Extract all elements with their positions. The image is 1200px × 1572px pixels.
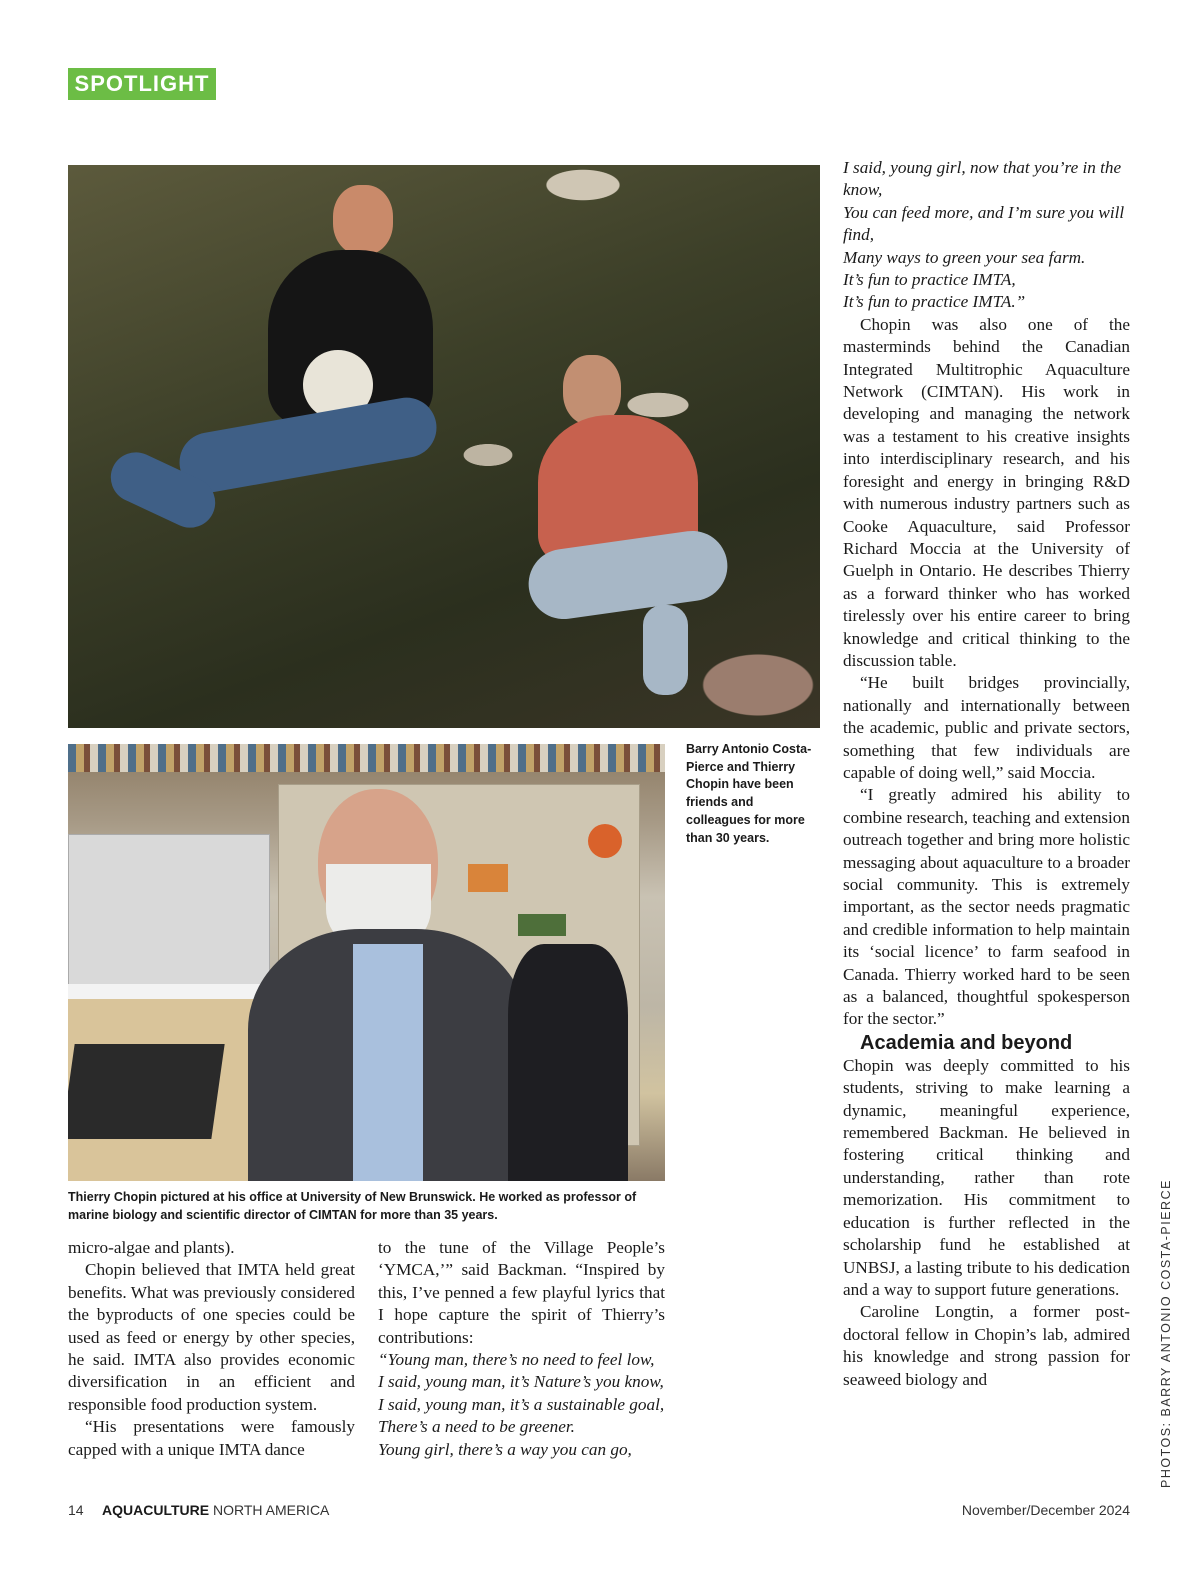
body-paragraph: “I greatly admired his ability to combine research, teaching and extension outreach together and bring more holistic messaging about aquaculture to a broader social community. This is extremely important, as the sector needs pragmatic and credible information to help maintain its ‘social licence’ to farm seafood in Canada. Thierry worked hard to be seen as a balanced, thoughtful spokesperson for the sector.” — [843, 785, 1130, 1029]
lyric-line: I said, young girl, now that you’re in the know, — [843, 158, 1122, 200]
photo2-caption: Thierry Chopin pictured at his office at University of New Brunswick. He worked as professor of marine biology and scientific director of CIMTAN for more than 35 years. — [68, 1190, 637, 1222]
photo-chopin-in-office — [68, 744, 665, 1181]
section-tag: SPOTLIGHT — [68, 68, 216, 100]
lyric-line: Many ways to green your sea farm. — [843, 247, 1086, 267]
article-column-2 — [378, 1237, 665, 1461]
lyric-line: You can feed more, and I’m sure you will find, — [843, 202, 1125, 245]
article-column-3 — [843, 157, 1130, 1391]
lyric-line: There’s a need to be greener. — [378, 1417, 575, 1437]
body-paragraph: Chopin was also one of the masterminds behind the Canadian Integrated Multitrophic Aquaculture Network (CIMTAN). His work in developing and managing the network was a testament to his creative insights into interdisciplinary research, and his foresight and energy in bringing R&D with numerous industry partners such as Cooke Aquaculture, said Professor Richard Moccia at the University of Guelph in Ontario. He describes Thierry as a forward thinker who has worked tirelessly over his entire career to bring knowledge and critical thinking to the discussion table. — [843, 314, 1130, 670]
body-paragraph: Chopin believed that IMTA held great benefits. What was previously considered the byproducts of one species could be used as feed or energy by other species, he said. IMTA also provides economic diversification in an efficient and responsible food production system. — [68, 1260, 355, 1414]
photo1-caption: Barry Antonio Costa-Pierce and Thierry Chopin have been friends and colleagues for more than 30 years. — [686, 742, 812, 845]
article-column-1 — [68, 1237, 355, 1461]
issue-date: November/December 2024 — [961, 1502, 1130, 1518]
magazine-name — [102, 1502, 329, 1518]
lyric-line: Young girl, there’s a way you can go, — [378, 1439, 632, 1459]
body-paragraph: to the tune of the Village People’s ‘YMCA,’” said Backman. “Inspired by this, I’ve penned a few playful lyrics that I hope capture the spirit of Thierry’s contributions: — [378, 1238, 665, 1347]
body-paragraph: Caroline Longtin, a former post-doctoral fellow in Chopin’s lab, admired his knowledge and strong passion for seaweed biology and — [843, 1302, 1130, 1389]
lyric-line: “Young man, there’s no need to feel low, — [378, 1350, 655, 1370]
photo-two-men-on-seaweed-rocks — [68, 165, 820, 728]
section-heading: Academia and beyond — [860, 1031, 1073, 1054]
photo-credit: PHOTOS: BARRY ANTONIO COSTA-PIERCE — [1159, 1179, 1173, 1488]
lyric-line: It’s fun to practice IMTA.” — [843, 292, 1026, 312]
lyric-line: It’s fun to practice IMTA, — [843, 270, 1016, 290]
page-number: 14 — [68, 1502, 84, 1518]
body-paragraph: Chopin was deeply committed to his students, striving to make learning a dynamic, meaningful experience, remembered Backman. He believed in fostering critical thinking and understanding, rather than rote memorization. His commitment to education is further reflected in the scholarship fund he established at UNBSJ, a lasting tribute to his dedication and a way to support future generations. — [843, 1055, 1130, 1299]
magazine-name-bold: AQUACULTURE — [102, 1502, 210, 1518]
body-paragraph: “His presentations were famously capped with a unique IMTA dance — [68, 1417, 355, 1459]
lyric-line: I said, young man, it’s Nature’s you know, — [378, 1372, 664, 1392]
lyric-line: I said, young man, it’s a sustainable goal, — [378, 1394, 665, 1414]
body-paragraph: micro-algae and plants). — [68, 1238, 235, 1257]
magazine-name-rest: NORTH AMERICA — [209, 1502, 330, 1518]
body-paragraph: “He built bridges provincially, nationally and internationally between the academic, public and private sectors, something that few individuals are capable of doing well,” said Moccia. — [843, 673, 1130, 782]
